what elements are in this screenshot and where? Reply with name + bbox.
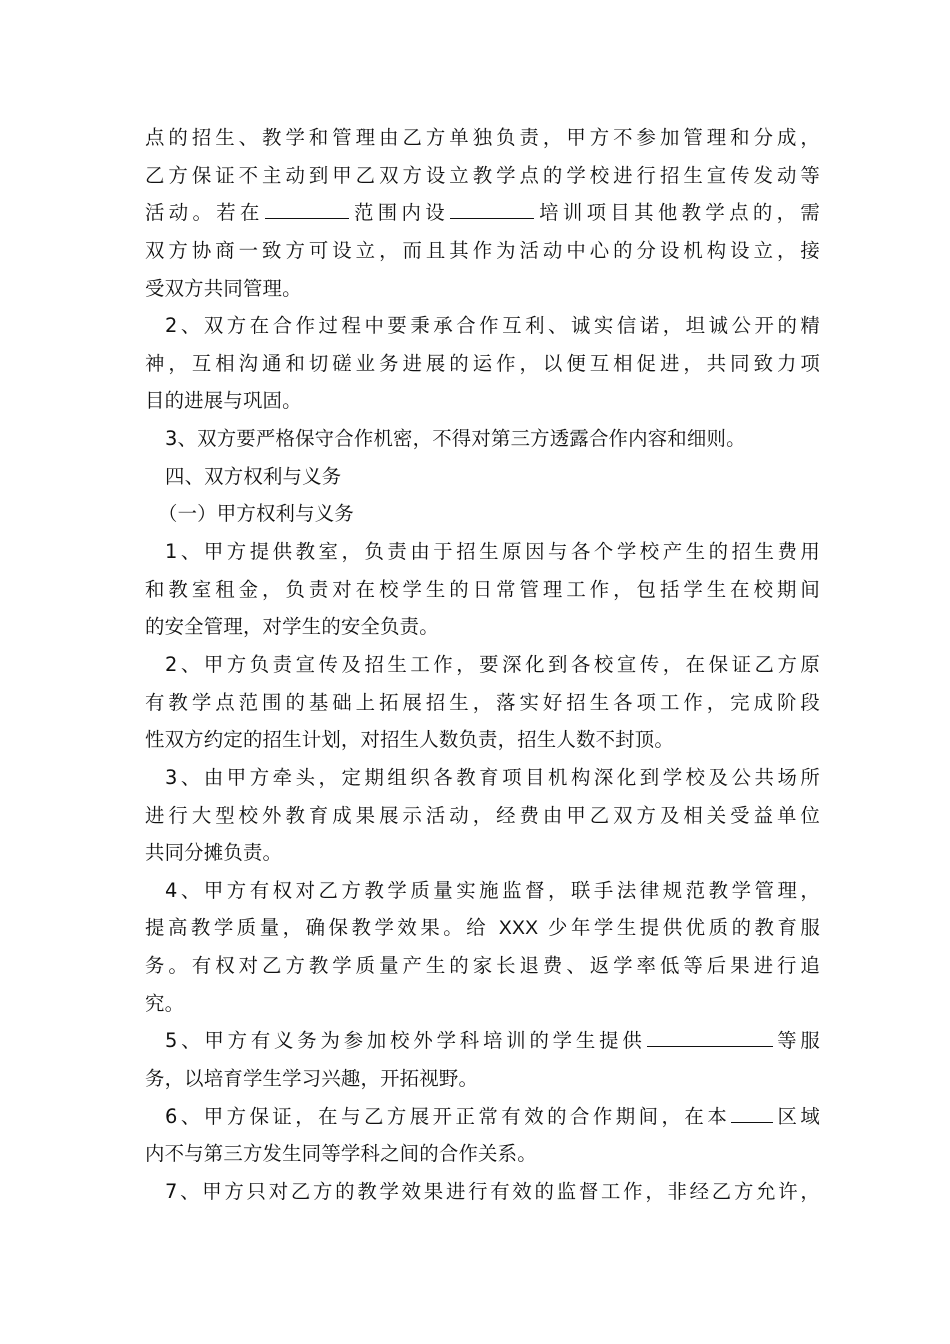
clause-line: 7、甲方只对乙方的教学效果进行有效的监督工作，非经乙方允许， — [165, 1179, 820, 1203]
text-segment: XXX — [498, 917, 539, 940]
text-segment: 少年学生提供优质的教育服 — [538, 916, 820, 940]
text-line: 务，以培育学生学习兴趣，开拓视野。 — [145, 1067, 479, 1091]
text-line: 有教学点范围的基础上拓展招生，落实好招生各项工作，完成阶段 — [145, 690, 820, 714]
clause-line: 2、甲方负责宣传及招生工作，要深化到各校宣传，在保证乙方原 — [165, 652, 820, 676]
text-line — [145, 909, 820, 947]
text-line — [145, 194, 820, 232]
fill-in-blank — [731, 1103, 773, 1123]
text-line: 双方协商一致方可设立，而且其作为活动中心的分设机构设立，接 — [145, 238, 820, 262]
text-segment: 提高教学质量，确保教学效果。给 — [145, 916, 499, 940]
text-segment: 范围内设 — [349, 201, 449, 225]
clause-line: 4、甲方有权对乙方教学质量实施监督，联手法律规范教学管理， — [165, 878, 820, 902]
text-line: 务。有权对乙方教学质量产生的家长退费、返学率低等后果进行追 — [145, 954, 820, 978]
section-heading: 四、双方权利与义务 — [165, 464, 342, 488]
text-line: 内不与第三方发生同等学科之间的合作关系。 — [145, 1142, 537, 1166]
text-line: 乙方保证不主动到甲乙双方设立教学点的学校进行招生宣传发动等 — [145, 163, 820, 187]
text-line: 性双方约定的招生计划，对招生人数负责，招生人数不封顶。 — [145, 728, 674, 752]
text-line: 究。 — [145, 991, 185, 1015]
text-line: 共同分摊负责。 — [145, 841, 283, 865]
text-line: 点的招生、教学和管理由乙方单独负责，甲方不参加管理和分成， — [145, 126, 820, 149]
text-segment: 活动。若在 — [145, 201, 264, 225]
text-segment: 培训项目其他教学点的，需 — [534, 201, 820, 225]
text-line: 神，互相沟通和切磋业务进展的运作，以便互相促进，共同致力项 — [145, 351, 820, 375]
text-segment: 等服 — [773, 1029, 820, 1053]
clause-line — [145, 1022, 820, 1060]
text-line: 的安全管理，对学生的安全负责。 — [145, 615, 439, 639]
text-segment: 区域 — [774, 1104, 820, 1128]
subsection-heading: （一）甲方权利与义务 — [158, 502, 354, 526]
clause-line: 3、由甲方牵头，定期组织各教育项目机构深化到学校及公共场所 — [165, 765, 820, 789]
fill-in-blank — [647, 1027, 773, 1047]
contract-body — [145, 119, 820, 1211]
text-line: 目的进展与巩固。 — [145, 389, 302, 413]
text-line: 进行大型校外教育成果展示活动，经费由甲乙双方及相关受益单位 — [145, 803, 820, 827]
text-line: 和教室租金，负责对在校学生的日常管理工作，包括学生在校期间 — [145, 577, 820, 601]
clause-line: 1、甲方提供教室，负责由于招生原因与各个学校产生的招生费用 — [165, 540, 820, 564]
text-segment: 5、甲方有义务为参加校外学科培训的学生提供 — [165, 1029, 646, 1053]
clause-line: 2、双方在合作过程中要秉承合作互利、诚实信诺，坦诚公开的精 — [165, 314, 820, 338]
clause-line — [145, 1098, 820, 1136]
clause-line: 3、双方要严格保守合作机密，不得对第三方透露合作内容和细则。 — [165, 427, 746, 451]
text-segment: 6、甲方保证，在与乙方展开正常有效的合作期间，在本 — [165, 1104, 731, 1128]
fill-in-blank — [450, 199, 534, 219]
fill-in-blank — [265, 199, 349, 219]
text-line: 受双方共同管理。 — [145, 276, 302, 300]
